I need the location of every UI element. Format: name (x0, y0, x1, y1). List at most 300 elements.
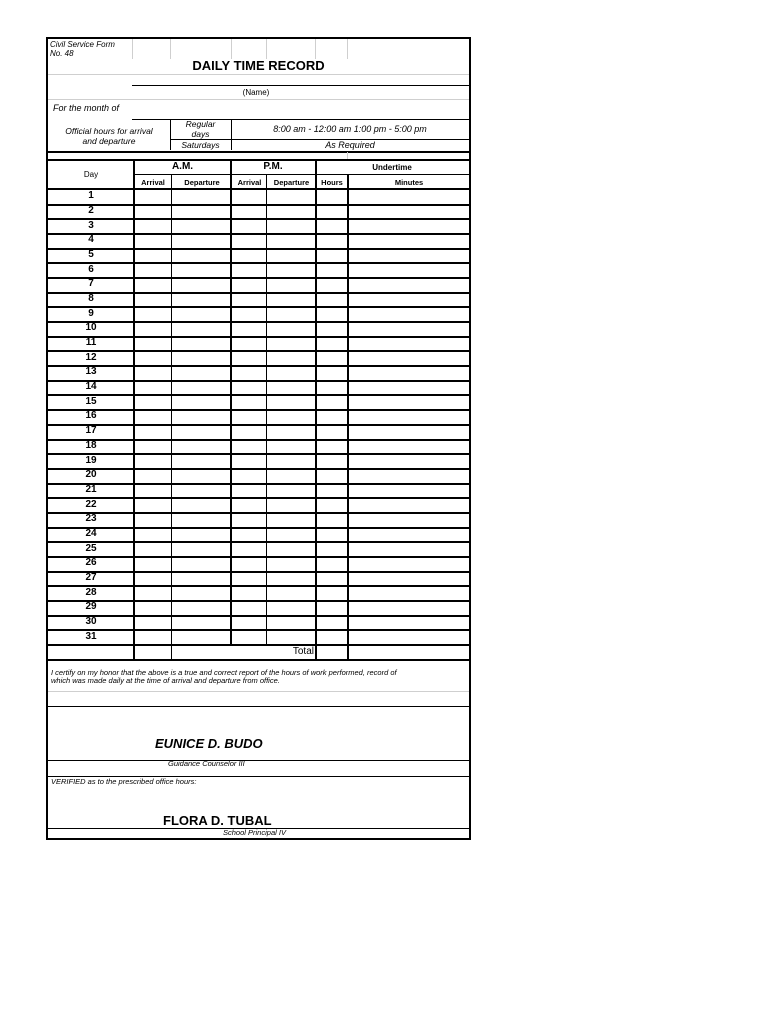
am-arrival-cell[interactable] (135, 541, 171, 556)
day-number: 7 (88, 278, 94, 290)
pm-departure-cell[interactable] (267, 292, 315, 307)
am-departure-cell[interactable] (172, 527, 230, 542)
am-departure-cell[interactable] (172, 556, 230, 571)
am-departure-cell[interactable] (172, 615, 230, 630)
pm-arrival-cell[interactable] (232, 394, 266, 409)
am-departure-cell[interactable] (172, 394, 230, 409)
table-row (48, 600, 469, 615)
am-arrival-cell[interactable] (135, 527, 171, 542)
am-departure-cell[interactable] (172, 262, 230, 277)
pm-departure-cell[interactable] (267, 468, 315, 483)
undertime-header: Undertime (372, 163, 412, 172)
am-arrival-cell[interactable] (135, 571, 171, 586)
pm-departure-cell[interactable] (267, 512, 315, 527)
hours-cell[interactable] (317, 512, 347, 527)
day-number: 11 (85, 337, 97, 349)
day-number: 23 (85, 513, 97, 525)
am-arrival-cell[interactable] (135, 262, 171, 277)
pm-arrival-cell[interactable] (232, 629, 266, 644)
am-arrival-cell[interactable] (135, 277, 171, 292)
am-arrival-cell[interactable] (135, 409, 171, 424)
am-departure-cell[interactable] (172, 277, 230, 292)
pm-departure-cell[interactable] (267, 321, 315, 336)
pm-arrival-cell[interactable] (232, 556, 266, 571)
minutes-cell[interactable] (349, 571, 469, 586)
table-row (48, 585, 469, 600)
day-number: 28 (85, 586, 97, 598)
am-arrival-cell[interactable] (135, 556, 171, 571)
pm-departure-cell[interactable] (267, 306, 315, 321)
minutes-cell[interactable] (349, 336, 469, 351)
pm-arrival-cell[interactable] (232, 218, 266, 233)
hours-cell[interactable] (317, 571, 347, 586)
pm-arrival-cell[interactable] (232, 292, 266, 307)
minutes-cell[interactable] (349, 600, 469, 615)
am-arrival-cell[interactable] (135, 483, 171, 498)
pm-departure-cell[interactable] (267, 277, 315, 292)
official-hours-label-2: and departure (82, 136, 136, 146)
minutes-cell[interactable] (349, 629, 469, 644)
minutes-cell[interactable] (349, 277, 469, 292)
pm-departure-cell[interactable] (267, 483, 315, 498)
table-row (48, 350, 469, 365)
day-number: 26 (85, 557, 97, 569)
pm-arrival-cell[interactable] (232, 527, 266, 542)
day-header: Day (83, 170, 99, 179)
am-departure-cell[interactable] (172, 424, 230, 439)
day-number: 17 (85, 425, 97, 437)
hours-cell[interactable] (317, 365, 347, 380)
minutes-cell[interactable] (349, 424, 469, 439)
day-number: 25 (85, 542, 97, 554)
day-number: 29 (85, 601, 97, 613)
minutes-cell[interactable] (349, 527, 469, 542)
minutes-cell[interactable] (349, 453, 469, 468)
table-row (48, 497, 469, 512)
pm-departure-cell[interactable] (267, 556, 315, 571)
pm-departure-cell[interactable] (267, 233, 315, 248)
am-departure-cell[interactable] (172, 248, 230, 263)
pm-arrival-cell[interactable] (232, 468, 266, 483)
table-row (48, 277, 469, 292)
am-departure-cell[interactable] (172, 453, 230, 468)
pm-header: P.M. (263, 161, 283, 172)
row-divider (48, 571, 469, 573)
pm-departure-cell[interactable] (267, 409, 315, 424)
am-arrival-cell[interactable] (135, 204, 171, 219)
hours-cell[interactable] (317, 453, 347, 468)
verifier-position: School Principal IV (223, 828, 286, 837)
am-arrival-cell[interactable] (135, 365, 171, 380)
pm-departure-cell[interactable] (267, 527, 315, 542)
day-number: 3 (88, 219, 94, 231)
table-row (48, 468, 469, 483)
total-label: Total (292, 646, 314, 657)
table-row (48, 233, 469, 248)
pm-arrival-cell[interactable] (232, 512, 266, 527)
pm-departure-cell[interactable] (267, 439, 315, 454)
pm-departure-cell[interactable] (267, 218, 315, 233)
table-row (48, 556, 469, 571)
am-arrival-cell[interactable] (135, 321, 171, 336)
am-departure-cell[interactable] (172, 541, 230, 556)
minutes-cell[interactable] (349, 350, 469, 365)
pm-arrival-cell[interactable] (232, 277, 266, 292)
pm-departure-cell[interactable] (267, 615, 315, 630)
am-departure-cell[interactable] (172, 629, 230, 644)
am-arrival-cell[interactable] (135, 292, 171, 307)
row-divider (48, 350, 469, 352)
am-departure-cell[interactable] (172, 585, 230, 600)
pm-departure-cell[interactable] (267, 394, 315, 409)
am-arrival-cell[interactable] (135, 380, 171, 395)
month-field[interactable] (132, 100, 469, 119)
total-hours-cell[interactable] (316, 644, 347, 659)
pm-arrival-cell[interactable] (232, 350, 266, 365)
day-number: 22 (85, 498, 97, 510)
am-departure-cell[interactable] (172, 292, 230, 307)
hours-cell[interactable] (317, 629, 347, 644)
table-row (48, 321, 469, 336)
name-caption: (Name) (242, 88, 270, 97)
pm-departure-cell[interactable] (267, 189, 315, 204)
am-departure-cell[interactable] (172, 350, 230, 365)
minutes-cell[interactable] (349, 409, 469, 424)
row-divider (48, 277, 469, 279)
table-row (48, 336, 469, 351)
hours-cell[interactable] (317, 439, 347, 454)
day-number: 24 (85, 527, 97, 539)
pm-departure-cell[interactable] (267, 453, 315, 468)
table-row (48, 189, 469, 204)
pm-arrival-cell[interactable] (232, 483, 266, 498)
minutes-cell[interactable] (349, 248, 469, 263)
hours-cell[interactable] (317, 306, 347, 321)
day-number: 12 (85, 351, 97, 363)
certification-line1: I certify on my honor that the above is a true and correct report of the hours of work performed, record of (51, 668, 397, 677)
minutes-cell[interactable] (349, 394, 469, 409)
day-number: 21 (85, 483, 97, 495)
day-number: 31 (85, 630, 97, 642)
daily-time-record-form (46, 37, 471, 840)
hours-cell[interactable] (317, 468, 347, 483)
row-divider (48, 292, 469, 294)
am-arrival-cell[interactable] (135, 497, 171, 512)
day-number: 10 (85, 322, 97, 334)
pm-arrival-cell[interactable] (232, 439, 266, 454)
row-divider (48, 600, 469, 602)
verifier-name: FLORA D. TUBAL (163, 813, 272, 828)
am-departure-cell[interactable] (172, 365, 230, 380)
row-divider (48, 394, 469, 396)
table-row (48, 453, 469, 468)
am-arrival-cell[interactable] (135, 350, 171, 365)
am-arrival-cell[interactable] (135, 218, 171, 233)
minutes-cell[interactable] (349, 292, 469, 307)
hours-cell[interactable] (317, 497, 347, 512)
am-departure-cell[interactable] (172, 380, 230, 395)
table-row (48, 541, 469, 556)
hours-cell[interactable] (317, 556, 347, 571)
hours-cell[interactable] (317, 248, 347, 263)
hours-cell[interactable] (317, 262, 347, 277)
saturdays-hours: As Required (325, 140, 375, 150)
am-departure-cell[interactable] (172, 483, 230, 498)
pm-arrival-cell[interactable] (232, 248, 266, 263)
minutes-cell[interactable] (349, 439, 469, 454)
am-departure-cell[interactable] (172, 468, 230, 483)
pm-arrival-cell[interactable] (232, 380, 266, 395)
employee-position: Guidance Counselor III (168, 759, 245, 768)
table-row (48, 204, 469, 219)
name-line (132, 85, 469, 86)
am-arrival-cell[interactable] (135, 629, 171, 644)
pm-arrival-cell[interactable] (232, 615, 266, 630)
table-row (48, 380, 469, 395)
row-divider (48, 306, 469, 308)
pm-departure-cell[interactable] (267, 629, 315, 644)
row-divider (48, 541, 469, 543)
pm-departure-cell[interactable] (267, 541, 315, 556)
day-number: 19 (85, 454, 97, 466)
am-departure-cell[interactable] (172, 409, 230, 424)
am-departure-cell[interactable] (172, 439, 230, 454)
hours-cell[interactable] (317, 615, 347, 630)
minutes-cell[interactable] (349, 541, 469, 556)
pm-arrival-cell[interactable] (232, 571, 266, 586)
row-divider (48, 585, 469, 587)
pm-departure-cell[interactable] (267, 336, 315, 351)
form-number-line1: Civil Service Form (50, 40, 115, 49)
am-departure-cell[interactable] (172, 321, 230, 336)
hours-cell[interactable] (317, 380, 347, 395)
minutes-cell[interactable] (349, 233, 469, 248)
hours-cell[interactable] (317, 292, 347, 307)
am-arrival-cell[interactable] (135, 394, 171, 409)
minutes-cell[interactable] (349, 204, 469, 219)
row-divider (48, 629, 469, 631)
am-departure-cell[interactable] (172, 189, 230, 204)
day-number: 18 (85, 439, 97, 451)
day-number: 20 (85, 469, 97, 481)
table-row (48, 409, 469, 424)
minutes-cell[interactable] (349, 321, 469, 336)
am-departure-cell[interactable] (172, 306, 230, 321)
am-departure-cell[interactable] (172, 497, 230, 512)
table-row (48, 262, 469, 277)
minutes-cell[interactable] (349, 497, 469, 512)
hours-cell[interactable] (317, 600, 347, 615)
pm-arrival-cell[interactable] (232, 541, 266, 556)
row-divider (48, 365, 469, 367)
hours-cell[interactable] (317, 321, 347, 336)
minutes-cell[interactable] (349, 365, 469, 380)
am-arrival-cell[interactable] (135, 600, 171, 615)
pm-arrival-cell[interactable] (232, 585, 266, 600)
pm-departure-cell[interactable] (267, 585, 315, 600)
day-number: 14 (85, 381, 97, 393)
hours-cell[interactable] (317, 277, 347, 292)
row-divider (48, 409, 469, 411)
certification-line2: which was made daily at the time of arrival and departure from office. (51, 676, 280, 685)
table-row (48, 629, 469, 644)
am-arrival-cell[interactable] (135, 439, 171, 454)
row-divider (48, 512, 469, 514)
row-divider (48, 336, 469, 338)
row-divider (48, 497, 469, 499)
day-number: 1 (88, 190, 94, 202)
am-arrival-header: Arrival (141, 178, 165, 187)
minutes-cell[interactable] (349, 306, 469, 321)
am-header: A.M. (171, 161, 194, 172)
am-arrival-cell[interactable] (135, 512, 171, 527)
hours-header: Hours (321, 178, 343, 187)
am-arrival-cell[interactable] (135, 189, 171, 204)
hours-cell[interactable] (317, 541, 347, 556)
row-divider (48, 468, 469, 470)
pm-arrival-cell[interactable] (232, 409, 266, 424)
day-number: 2 (88, 205, 94, 216)
row-divider (48, 262, 469, 264)
pm-departure-cell[interactable] (267, 571, 315, 586)
am-arrival-cell[interactable] (135, 336, 171, 351)
am-departure-cell[interactable] (172, 600, 230, 615)
row-divider (48, 218, 469, 220)
am-arrival-cell[interactable] (135, 615, 171, 630)
regular-days-label-1: Regular (185, 119, 216, 129)
pm-departure-cell[interactable] (267, 204, 315, 219)
row-divider (48, 439, 469, 441)
row-divider (48, 453, 469, 455)
am-arrival-cell[interactable] (135, 306, 171, 321)
pm-arrival-cell[interactable] (232, 365, 266, 380)
pm-departure-header: Departure (273, 178, 310, 187)
pm-departure-cell[interactable] (267, 365, 315, 380)
hours-cell[interactable] (317, 409, 347, 424)
row-divider (48, 615, 469, 617)
hours-cell[interactable] (317, 585, 347, 600)
am-departure-cell[interactable] (172, 233, 230, 248)
hours-cell[interactable] (317, 394, 347, 409)
table-row (48, 218, 469, 233)
hours-cell[interactable] (317, 336, 347, 351)
pm-departure-cell[interactable] (267, 497, 315, 512)
minutes-cell[interactable] (349, 468, 469, 483)
table-row (48, 483, 469, 498)
pm-arrival-cell[interactable] (232, 321, 266, 336)
row-divider (48, 233, 469, 235)
total-minutes-cell[interactable] (349, 644, 469, 659)
minutes-cell[interactable] (349, 218, 469, 233)
am-arrival-cell[interactable] (135, 468, 171, 483)
verified-label: VERIFIED as to the prescribed office hours: (51, 777, 197, 786)
am-departure-cell[interactable] (172, 218, 230, 233)
table-row (48, 424, 469, 439)
row-divider (48, 483, 469, 485)
minutes-cell[interactable] (349, 483, 469, 498)
am-arrival-cell[interactable] (135, 424, 171, 439)
minutes-cell[interactable] (349, 262, 469, 277)
day-number: 30 (85, 615, 97, 627)
am-departure-cell[interactable] (172, 571, 230, 586)
pm-departure-cell[interactable] (267, 262, 315, 277)
pm-departure-cell[interactable] (267, 380, 315, 395)
hours-cell[interactable] (317, 204, 347, 219)
row-divider (48, 424, 469, 426)
hours-cell[interactable] (317, 189, 347, 204)
pm-arrival-cell[interactable] (232, 336, 266, 351)
day-number: 16 (85, 410, 97, 422)
pm-arrival-cell[interactable] (232, 204, 266, 219)
pm-departure-cell[interactable] (267, 350, 315, 365)
day-number: 6 (88, 263, 94, 275)
pm-departure-cell[interactable] (267, 600, 315, 615)
table-row (48, 365, 469, 380)
minutes-header: Minutes (394, 178, 424, 187)
row-divider (48, 556, 469, 558)
table-row (48, 615, 469, 630)
row-divider (48, 204, 469, 206)
am-departure-cell[interactable] (172, 512, 230, 527)
pm-arrival-cell[interactable] (232, 424, 266, 439)
row-divider (48, 527, 469, 529)
hours-cell[interactable] (317, 424, 347, 439)
am-arrival-cell[interactable] (135, 453, 171, 468)
pm-departure-cell[interactable] (267, 424, 315, 439)
row-divider (48, 380, 469, 382)
row-divider (48, 248, 469, 250)
regular-days-label-2: days (191, 129, 210, 139)
pm-arrival-cell[interactable] (232, 233, 266, 248)
table-row (48, 306, 469, 321)
table-row (48, 512, 469, 527)
minutes-cell[interactable] (349, 512, 469, 527)
am-arrival-cell[interactable] (135, 233, 171, 248)
employee-signature-area[interactable] (48, 707, 469, 759)
am-arrival-cell[interactable] (135, 585, 171, 600)
saturdays-label: Saturdays (181, 140, 220, 150)
minutes-cell[interactable] (349, 556, 469, 571)
hours-cell[interactable] (317, 350, 347, 365)
row-divider (48, 321, 469, 323)
am-arrival-cell[interactable] (135, 248, 171, 263)
minutes-cell[interactable] (349, 615, 469, 630)
pm-arrival-cell[interactable] (232, 262, 266, 277)
am-departure-cell[interactable] (172, 336, 230, 351)
month-label: For the month of (53, 103, 120, 113)
hours-cell[interactable] (317, 527, 347, 542)
pm-arrival-cell[interactable] (232, 453, 266, 468)
minutes-cell[interactable] (349, 585, 469, 600)
pm-departure-cell[interactable] (267, 248, 315, 263)
minutes-cell[interactable] (349, 380, 469, 395)
day-number: 4 (88, 234, 94, 246)
form-title: DAILY TIME RECORD (192, 58, 325, 73)
pm-arrival-cell[interactable] (232, 306, 266, 321)
table-row (48, 394, 469, 409)
pm-arrival-cell[interactable] (232, 189, 266, 204)
day-number: 9 (88, 307, 94, 319)
hours-cell[interactable] (317, 218, 347, 233)
pm-arrival-cell[interactable] (232, 497, 266, 512)
pm-arrival-cell[interactable] (232, 600, 266, 615)
day-number: 5 (88, 249, 94, 261)
form-number-line2: No. 48 (50, 49, 74, 58)
hours-cell[interactable] (317, 233, 347, 248)
am-departure-cell[interactable] (172, 204, 230, 219)
hours-cell[interactable] (317, 483, 347, 498)
minutes-cell[interactable] (349, 189, 469, 204)
